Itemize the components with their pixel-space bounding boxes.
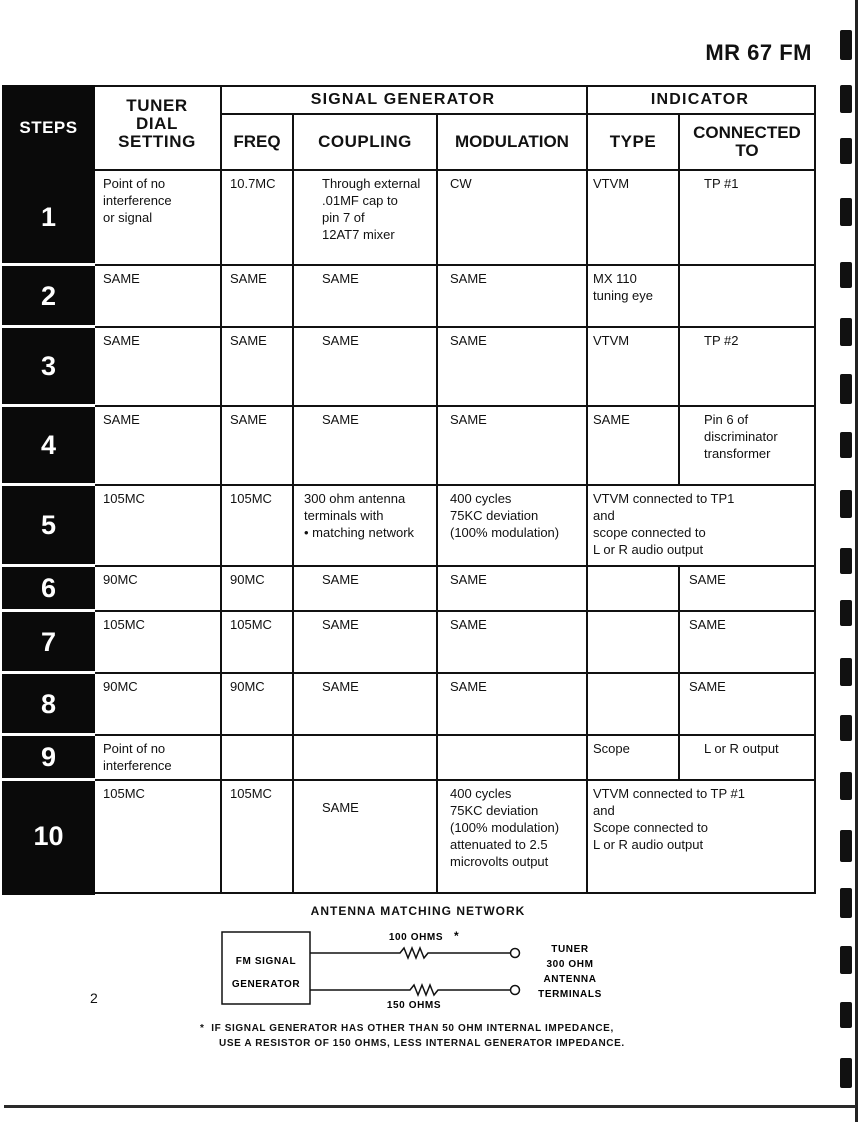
row-line (95, 326, 814, 328)
label-150-ohms: 150 OHMS (386, 1000, 442, 1011)
terminal-bottom (511, 986, 520, 995)
col-line (292, 113, 294, 893)
step-number: 5 (40, 510, 57, 540)
freq-cell: 90MC (230, 572, 265, 587)
indicator-span-cell: VTVM connected to TP1 and scope connected to L or R audio output (593, 491, 735, 557)
coupling-cell: SAME (322, 572, 359, 587)
freq-cell: 105MC (230, 617, 272, 632)
freq-cell: SAME (230, 271, 267, 286)
type-header: TYPE (609, 132, 657, 151)
signal-generator-header: SIGNAL GENERATOR (310, 91, 496, 108)
col-line (678, 734, 680, 780)
generator-label-line1: FM SIGNAL (235, 956, 297, 967)
footnote-line-1: IF SIGNAL GENERATOR HAS OTHER THAN 50 OHM INTERNAL IMPEDANCE, (211, 1023, 614, 1034)
terminals-label-3: ANTENNA (543, 974, 597, 985)
step-separator (2, 483, 95, 486)
type-cell: Scope (593, 741, 630, 756)
step-number: 1 (40, 202, 57, 232)
binding-mark (840, 600, 852, 626)
coupling-cell: SAME (322, 679, 359, 694)
type-cell: VTVM (593, 176, 630, 191)
row-line (95, 672, 814, 674)
coupling-cell: SAME (322, 271, 359, 286)
modulation-cell: 400 cycles 75KC deviation (100% modulation) (450, 491, 560, 540)
connected-cell: SAME (689, 617, 726, 632)
tuner-cell: 90MC (103, 679, 138, 694)
tuner-cell: Point of no interference or signal (103, 176, 172, 225)
generator-label-line2: GENERATOR (231, 979, 301, 990)
binding-mark (840, 946, 852, 974)
type-cell: VTVM (593, 333, 630, 348)
step-separator (2, 733, 95, 736)
col-line (678, 565, 680, 611)
model-title: MR 67 FM (705, 40, 812, 65)
freq-cell: 10.7MC (230, 176, 276, 191)
coupling-cell: SAME (322, 412, 359, 427)
step-separator (2, 564, 95, 567)
binding-mark (840, 318, 852, 346)
freq-cell: 105MC (230, 786, 272, 801)
grid-top (95, 85, 814, 87)
coupling-cell: Through external .01MF cap to pin 7 of 12AT7 mixer (322, 176, 421, 242)
binding-mark (840, 198, 852, 226)
footnote-line-2: USE A RESISTOR OF 150 OHMS, LESS INTERNAL GENERATOR IMPEDANCE. (219, 1038, 625, 1049)
binding-mark (840, 658, 852, 686)
coupling-cell: 300 ohm antenna terminals with • matching network (304, 491, 415, 540)
row-line (95, 405, 814, 407)
terminals-label-1: TUNER (551, 944, 589, 955)
footnote (200, 1021, 625, 1051)
indicator-header: INDICATOR (650, 91, 750, 108)
freq-header: FREQ (233, 132, 281, 151)
connected-cell: L or R output (704, 741, 779, 756)
tuner-cell: 90MC (103, 572, 138, 587)
generator-box (222, 932, 310, 1004)
tuner-cell: 105MC (103, 786, 145, 801)
grid-header-mid (220, 113, 814, 115)
step-separator (2, 671, 95, 674)
modulation-header: MODULATION (455, 132, 569, 151)
binding-mark (840, 262, 852, 288)
binding-mark (840, 138, 852, 164)
binding-mark (840, 548, 852, 574)
tuner-cell: SAME (103, 333, 140, 348)
col-line (678, 169, 680, 265)
row-line (95, 734, 814, 736)
coupling-cell: SAME (322, 333, 359, 348)
binding-mark (840, 830, 852, 862)
label-100-ohms: 100 OHMS (388, 932, 444, 943)
tuner-cell: 105MC (103, 491, 145, 506)
type-cell: SAME (593, 412, 630, 427)
step-separator (2, 609, 95, 612)
tuner-cell: SAME (103, 412, 140, 427)
asterisk-marker: * (454, 929, 459, 943)
modulation-cell: SAME (450, 617, 487, 632)
binding-mark (840, 888, 852, 918)
modulation-cell: SAME (450, 271, 487, 286)
binding-mark (840, 772, 852, 800)
modulation-cell: SAME (450, 333, 487, 348)
modulation-cell: SAME (450, 412, 487, 427)
page-bottom-edge (4, 1105, 856, 1108)
tuner-cell: Point of no interference (103, 741, 172, 773)
resistor-100-ohm (310, 948, 510, 958)
coupling-cell: SAME (322, 617, 359, 632)
col-line (220, 85, 222, 893)
modulation-cell: SAME (450, 679, 487, 694)
modulation-cell: CW (450, 176, 472, 191)
coupling-cell: SAME (322, 800, 359, 815)
binding-mark (840, 374, 852, 404)
col-line (814, 85, 816, 894)
row-line (95, 892, 814, 894)
step-number: 3 (40, 351, 57, 381)
terminal-top (511, 949, 520, 958)
step-number: 4 (40, 430, 57, 460)
connected-cell: Pin 6 of discriminator transformer (704, 412, 778, 461)
steps-header: STEPS (19, 117, 78, 137)
step-number: 2 (40, 280, 57, 311)
step-number: 10 (33, 821, 64, 851)
network-title: ANTENNA MATCHING NETWORK (310, 904, 526, 918)
row-line (95, 169, 814, 171)
row-line (95, 484, 814, 486)
coupling-header: COUPLING (318, 132, 412, 151)
freq-cell: 105MC (230, 491, 272, 506)
row-line (95, 264, 814, 266)
connected-cell: SAME (689, 572, 726, 587)
step-number: 7 (40, 626, 57, 657)
freq-cell: SAME (230, 333, 267, 348)
col-line (678, 610, 680, 673)
col-line (678, 405, 680, 485)
page-edge (855, 0, 858, 1122)
binding-mark (840, 1058, 852, 1088)
col-line (678, 264, 680, 327)
connected-cell: TP #1 (704, 176, 739, 191)
connected-to-header: CONNECTED TO (693, 123, 801, 160)
binding-mark (840, 715, 852, 741)
step-number: 8 (40, 688, 57, 719)
terminals-label-2: 300 OHM (546, 959, 594, 970)
col-line (678, 326, 680, 406)
resistor-150-ohm (310, 985, 510, 995)
row-line (95, 565, 814, 567)
step-separator (2, 325, 95, 328)
type-cell: MX 110 tuning eye (593, 271, 653, 303)
row-line (95, 610, 814, 612)
binding-mark (840, 490, 852, 518)
binding-mark (840, 30, 852, 60)
footnote-marker: * (200, 1023, 205, 1034)
tuner-cell: 105MC (103, 617, 145, 632)
step-separator (2, 404, 95, 407)
matching-network-diagram (200, 920, 640, 1020)
modulation-cell: 400 cycles 75KC deviation (100% modulation) attenuated to 2.5 microvolts output (450, 786, 560, 869)
indicator-span-cell: VTVM connected to TP #1 and Scope connected to L or R audio output (593, 786, 745, 852)
step-number: 9 (40, 742, 57, 772)
freq-cell: 90MC (230, 679, 265, 694)
col-line (678, 672, 680, 735)
page-number: 2 (90, 990, 98, 1006)
row-line (95, 779, 814, 781)
binding-mark (840, 85, 852, 113)
step-separator (2, 263, 95, 266)
terminals-label-4: TERMINALS (538, 989, 602, 1000)
tuner-dial-setting-header: TUNER DIAL SETTING (118, 96, 196, 151)
connected-cell: TP #2 (704, 333, 739, 348)
step-number: 6 (40, 573, 57, 603)
step-separator (2, 778, 95, 781)
connected-cell: SAME (689, 679, 726, 694)
freq-cell: SAME (230, 412, 267, 427)
tuner-cell: SAME (103, 271, 140, 286)
modulation-cell: SAME (450, 572, 487, 587)
binding-mark (840, 1002, 852, 1028)
binding-mark (840, 432, 852, 458)
col-line (586, 85, 588, 893)
